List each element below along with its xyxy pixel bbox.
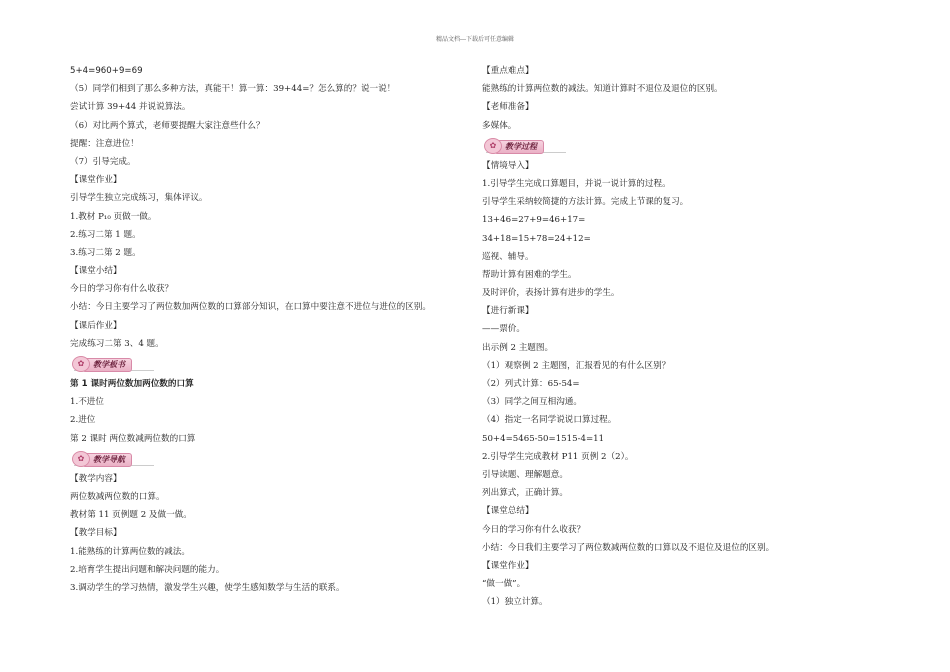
right-column bbox=[482, 62, 892, 611]
text-line: 【课后作业】 bbox=[70, 320, 122, 331]
text-line: （7）引导完成。 bbox=[70, 156, 136, 167]
text-line: 【进行新课】 bbox=[482, 306, 534, 317]
text-line: 1.不进位 bbox=[70, 397, 104, 408]
text-line: 【课堂作业】 bbox=[482, 560, 534, 571]
text-line: 及时评价，表扬计算有进步的学生。 bbox=[482, 288, 620, 299]
left-column bbox=[70, 62, 480, 597]
text-line: “做一做”。 bbox=[482, 579, 526, 590]
text-line: 引导学生采纳较简捷的方法计算。完成上节课的复习。 bbox=[482, 197, 689, 208]
text-line: 3.练习二第 2 题。 bbox=[70, 247, 141, 258]
section-banner bbox=[70, 354, 480, 374]
text-line: 尝试计算 39+44 并说说算法。 bbox=[70, 102, 191, 113]
text-line: 【教学目标】 bbox=[70, 528, 122, 539]
text-line: 【重点难点】 bbox=[482, 66, 534, 76]
text-line: 完成练习二第 3、4 题。 bbox=[70, 338, 164, 349]
text-line: （1）观察例 2 主题图，汇报看见的有什么区别？ bbox=[482, 360, 671, 371]
mascot-icon: ✿ bbox=[484, 138, 502, 154]
section-banner bbox=[70, 449, 480, 469]
text-line: 1.引导学生完成口算题目，并说一说计算的过程。 bbox=[482, 178, 671, 189]
text-line: 列出算式，正确计算。 bbox=[482, 488, 568, 499]
text-line: 小结：今日主要学习了两位数加两位数的口算部分知识，在口算中要注意不进位与进位的区别。 bbox=[70, 302, 431, 313]
text-line: （2）列式计算：65-54= bbox=[482, 379, 580, 389]
text-line: 第 1 课时两位数加两位数的口算 bbox=[70, 379, 194, 389]
text-line: 【老师准备】 bbox=[482, 102, 534, 113]
text-line: 1.能熟练的计算两位数的减法。 bbox=[70, 546, 190, 557]
text-line: 多媒体。 bbox=[482, 120, 517, 131]
text-line: 两位数减两位数的口算。 bbox=[70, 491, 165, 502]
text-line: 第 2 课时 两位数减两位数的口算 bbox=[70, 433, 196, 444]
text-line: 【教学内容】 bbox=[70, 473, 122, 484]
text-line: 34+18=15+78=24+12= bbox=[482, 233, 591, 244]
text-line: 2.进位 bbox=[70, 415, 96, 426]
text-line: （3）同学之间互相沟通。 bbox=[482, 397, 582, 408]
banner-label: 教学过程 bbox=[494, 140, 544, 154]
text-line: 2.引导学生完成教材 P11 页例 2（2）。 bbox=[482, 451, 634, 462]
text-line: 1.教材 P₁₀ 页做一做。 bbox=[70, 211, 157, 222]
text-line: 【课堂总结】 bbox=[482, 506, 534, 517]
text-line: 今日的学习你有什么收获？ bbox=[70, 284, 174, 295]
text-line: 今日的学习你有什么收获？ bbox=[482, 524, 586, 535]
text-line: 引导学生独立完成练习，集体评议。 bbox=[70, 193, 208, 204]
text-line: ——票价。 bbox=[482, 324, 525, 335]
text-line: 50+4=5465-50=1515-4=11 bbox=[482, 433, 605, 444]
text-line: （5）同学们相到了那么多种方法，真能干！算一算：39+44=？怎么算的？说一说！ bbox=[70, 84, 396, 95]
banner-label: 教学导航 bbox=[82, 453, 132, 467]
text-line: （1）独立计算。 bbox=[482, 597, 548, 608]
text-line: 提醒：注意进位！ bbox=[70, 138, 139, 149]
text-line: 帮助计算有困难的学生。 bbox=[482, 269, 577, 280]
text-line: （6）对比两个算式，老师要提醒大家注意些什么？ bbox=[70, 120, 265, 131]
text-line: （4）指定一名同学说说口算过程。 bbox=[482, 415, 617, 426]
text-line: 能熟练的计算两位数的减法。知道计算时不退位及退位的区别。 bbox=[482, 84, 723, 95]
text-line: 【情境导入】 bbox=[482, 160, 534, 171]
text-line: 5+4=960+9=69 bbox=[70, 66, 143, 76]
mascot-icon: ✿ bbox=[72, 451, 90, 467]
text-line: 2.练习二第 1 题。 bbox=[70, 229, 141, 240]
page-header: 精品文档---下载后可任意编辑 bbox=[435, 36, 515, 43]
text-line: 3.调动学生的学习热情，激发学生兴趣，使学生感知数学与生活的联系。 bbox=[70, 582, 345, 593]
text-line: 13+46=27+9=46+17= bbox=[482, 215, 586, 226]
section-banner bbox=[482, 136, 892, 156]
text-line: 巡视、辅导。 bbox=[482, 251, 534, 262]
text-line: 出示例 2 主题图。 bbox=[482, 342, 554, 353]
text-line: 【课堂作业】 bbox=[70, 175, 122, 186]
mascot-icon: ✿ bbox=[72, 356, 90, 372]
text-line: 2.培育学生提出问题和解决问题的能力。 bbox=[70, 564, 225, 575]
banner-label: 教学板书 bbox=[82, 358, 132, 372]
text-line: 小结：今日我们主要学习了两位数减两位数的口算以及不退位及退位的区别。 bbox=[482, 542, 775, 553]
text-line: 教材第 11 页例题 2 及做一做。 bbox=[70, 510, 192, 521]
text-line: 【课堂小结】 bbox=[70, 266, 122, 277]
text-line: 引导读题、理解题意。 bbox=[482, 469, 568, 480]
